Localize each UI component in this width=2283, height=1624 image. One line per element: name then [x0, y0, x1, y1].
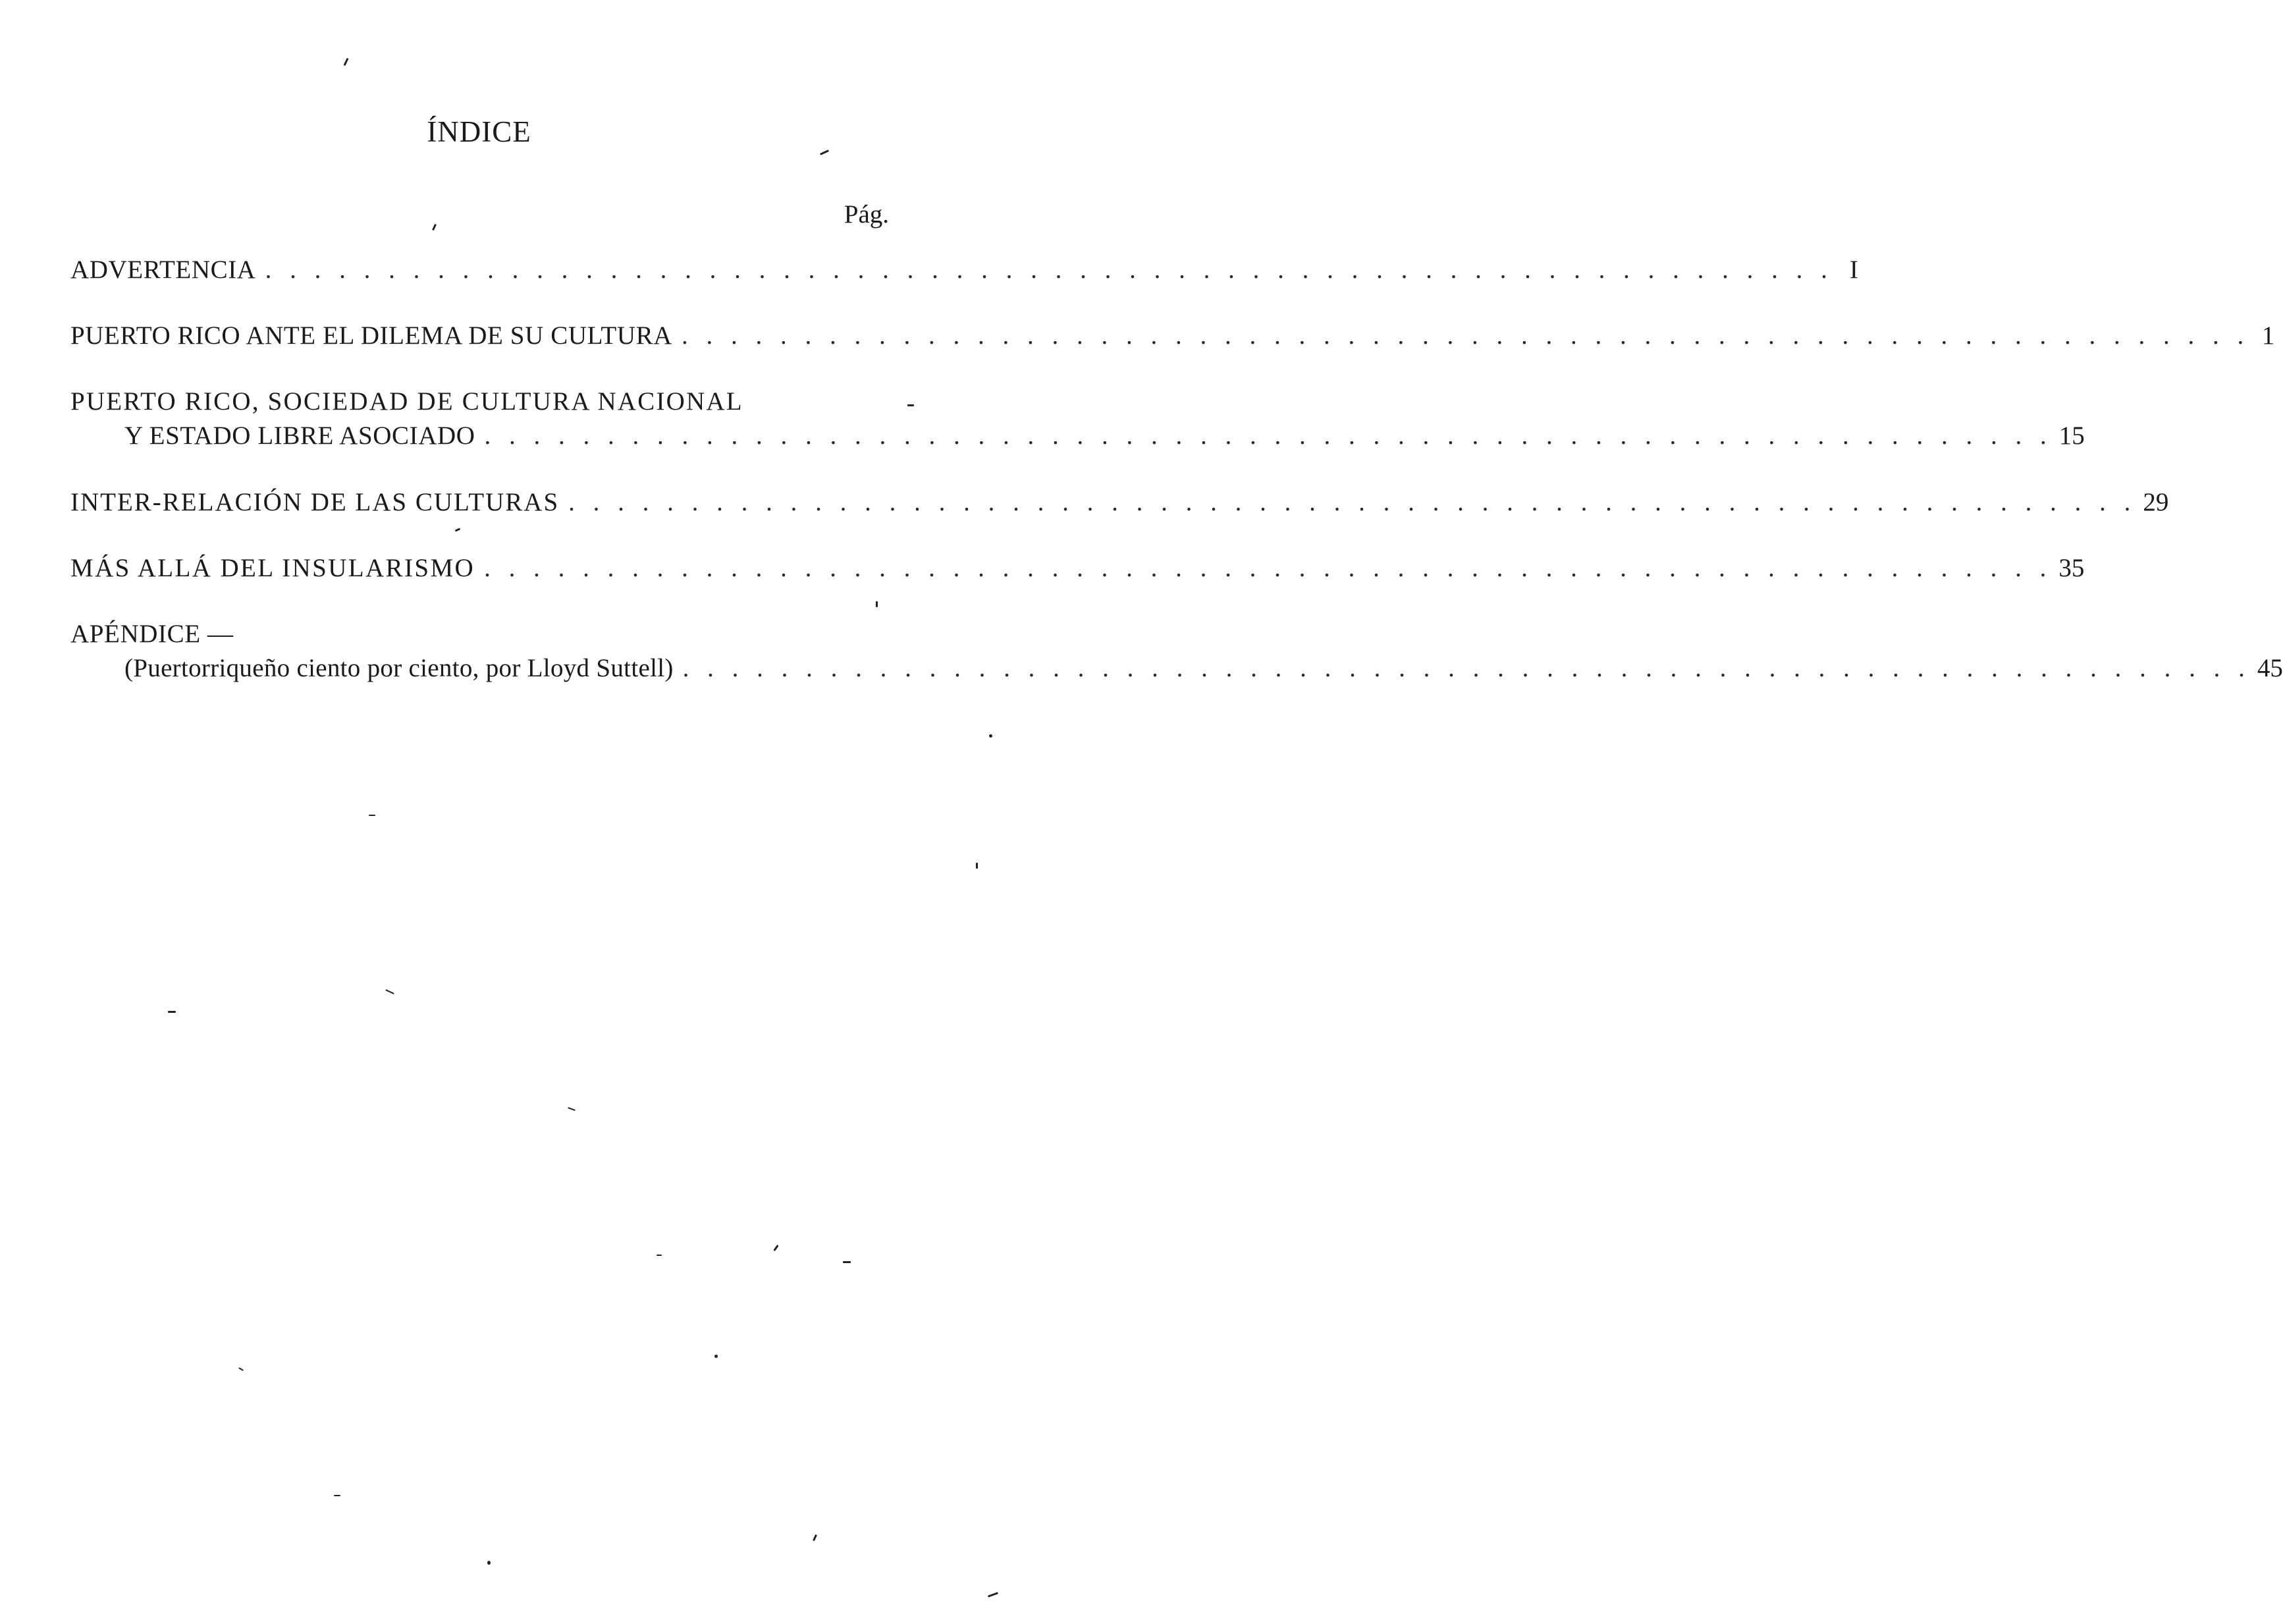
toc-entry-page-number: 35: [2058, 554, 2085, 582]
scan-speck: [907, 404, 914, 406]
toc-entry-title: MÁS ALLÁ DEL INSULARISMO: [70, 554, 475, 582]
scan-speck: [773, 1245, 778, 1251]
scan-speck: [344, 58, 349, 66]
scan-speck: [989, 734, 992, 738]
page-title: ÍNDICE: [427, 115, 531, 148]
toc-entry-advertencia[interactable]: [70, 253, 1858, 287]
scan-speck: [714, 1355, 718, 1358]
scan-speck: [568, 1107, 576, 1111]
scan-speck: [334, 1495, 340, 1496]
scan-speck: [455, 528, 461, 531]
scan-speck: [487, 1561, 491, 1565]
scan-speck: [168, 1011, 176, 1013]
dot-leader: . . . . . . . . . . . . . . . . . . . . . . . . . . . . . . . . . . . . . . . . . . . . . . . . . . . . . . . . . . . . . . . .: [484, 421, 2053, 450]
scan-speck: [988, 1592, 998, 1597]
scan-speck: [385, 989, 394, 994]
dot-leader: . . . . . . . . . . . . . . . . . . . . . . . . . . . . . . . . . . . . . . . . . . . . . . . . . . . . . . . . . . . . . . . .: [568, 488, 2137, 516]
page-column-label: Pág.: [844, 200, 889, 229]
toc-entry-page-number: I: [1849, 256, 1858, 284]
toc-entry-inter-relacion[interactable]: [70, 485, 2169, 520]
scan-speck: [976, 863, 978, 869]
dot-leader: . . . . . . . . . . . . . . . . . . . . . . . . . . . . . . . . . . . . . . . . . . . . . . . . . . . . . . . . . . . . . . . .: [682, 654, 2251, 682]
scan-speck: [813, 1534, 817, 1541]
dot-leader: . . . . . . . . . . . . . . . . . . . . . . . . . . . . . . . . . . . . . . . . . . . . . . . . . . . . . . . . . . . . . . . .: [484, 554, 2053, 582]
scan-speck: [238, 1367, 244, 1371]
toc-entry-title: ADVERTENCIA: [70, 256, 256, 284]
toc-entry-page-number: 45: [2257, 654, 2283, 682]
toc-entry-page-number: 1: [2261, 321, 2275, 350]
toc-entry-title: APÉNDICE —: [70, 620, 234, 648]
toc-entry-title: PUERTO RICO ANTE EL DILEMA DE SU CULTURA: [70, 321, 672, 350]
dot-leader: . . . . . . . . . . . . . . . . . . . . . . . . . . . . . . . . . . . . . . . . . . . . . . . . . . . . . . . . . . . . . . . .: [265, 256, 1833, 284]
toc-entry-apendice[interactable]: [70, 617, 2283, 686]
toc-entry-title: INTER-RELACIÓN DE LAS CULTURAS: [70, 488, 560, 516]
toc-entry-dilema[interactable]: [70, 319, 2275, 353]
dot-leader: . . . . . . . . . . . . . . . . . . . . . . . . . . . . . . . . . . . . . . . . . . . . . . . . . . . . . . . . . . . . . . . .: [682, 321, 2250, 350]
toc-entry-title-continued: Y ESTADO LIBRE ASOCIADO: [124, 421, 475, 450]
toc-entry-title-continued: (Puertorriqueño ciento por ciento, por Lloyd Suttell): [124, 654, 674, 682]
toc-entry-page-number: 15: [2058, 421, 2085, 450]
scan-speck: [657, 1255, 662, 1256]
scan-speck: [876, 601, 878, 607]
toc-entry-page-number: 29: [2143, 488, 2169, 516]
toc-entry-sociedad[interactable]: [70, 385, 2085, 453]
scan-speck: [369, 815, 375, 816]
toc-entry-title: PUERTO RICO, SOCIEDAD DE CULTURA NACIONAL: [70, 387, 743, 416]
toc-entry-insularismo[interactable]: [70, 551, 2085, 585]
scan-speck: [820, 149, 829, 155]
scan-speck: [432, 224, 437, 230]
scan-speck: [843, 1261, 851, 1263]
